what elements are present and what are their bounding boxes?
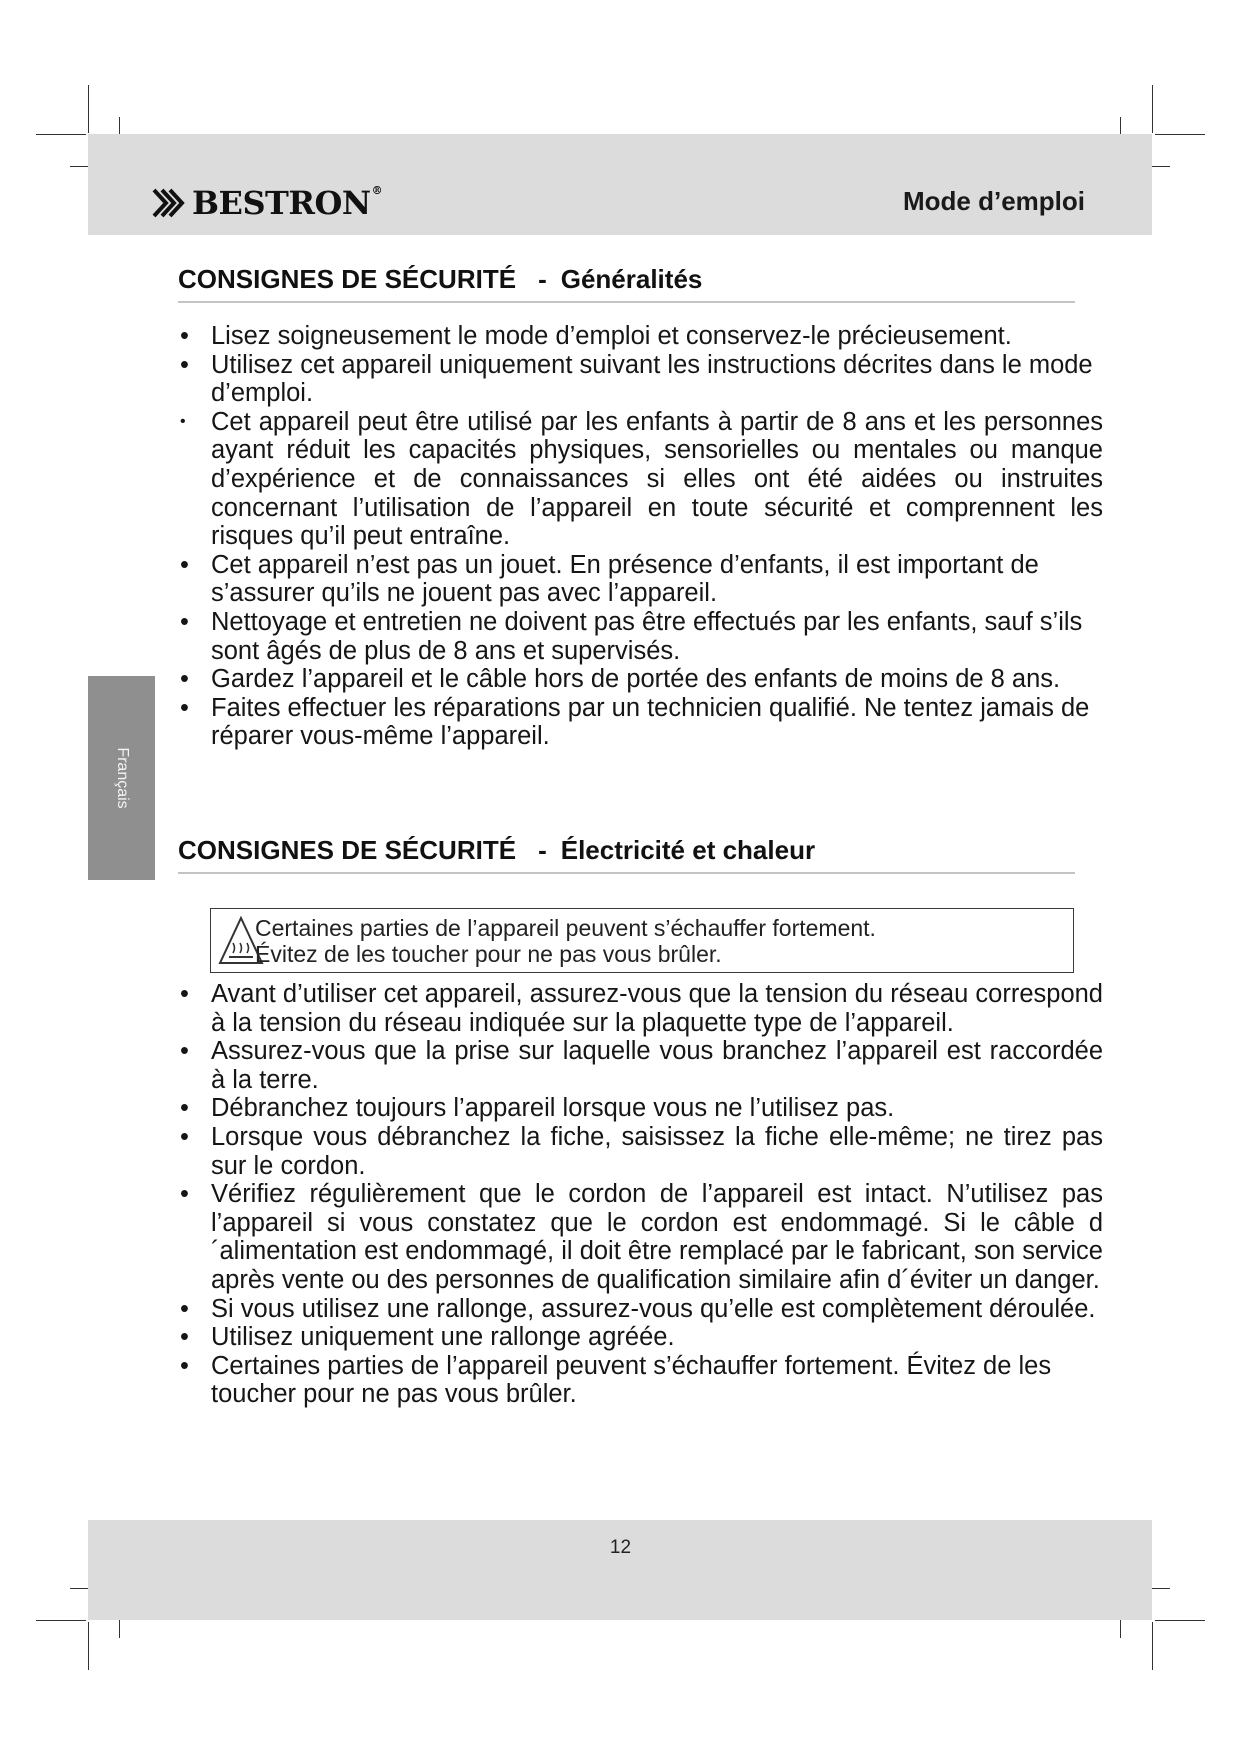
crop-mark bbox=[88, 1622, 89, 1670]
footer-band bbox=[88, 1520, 1152, 1620]
section-heading-electricity: CONSIGNES DE SÉCURITÉ - Électricité et chaleur bbox=[178, 835, 1075, 874]
crop-mark bbox=[1152, 1622, 1153, 1670]
section-title: CONSIGNES DE SÉCURITÉ bbox=[178, 835, 517, 865]
list-item: • Avant d’utiliser cet appareil, assurez-vous que la tension du réseau correspond à la tension du réseau indiquée sur la plaquette type de l’appareil. bbox=[180, 980, 1103, 1037]
crop-mark bbox=[1155, 1620, 1205, 1621]
list-item: • Nettoyage et entretien ne doivent pas être effectués par les enfants, sauf s’ils sont âgés de plus de 8 ans et supervisés. bbox=[180, 607, 1083, 665]
brand-logo bbox=[152, 183, 382, 223]
page-title: Mode d’emploi bbox=[903, 186, 1085, 216]
crop-mark bbox=[36, 1620, 86, 1621]
list-item: • Assurez-vous que la prise sur laquelle vous branchez l’appareil est raccordée à la terre. bbox=[180, 1037, 1103, 1094]
list-item: • Utilisez uniquement une rallonge agréée. bbox=[180, 1323, 675, 1352]
section-title: CONSIGNES DE SÉCURITÉ bbox=[178, 264, 517, 294]
section-subtitle: Généralités bbox=[560, 264, 703, 294]
brand-name: BESTRON® bbox=[192, 184, 383, 222]
list-item: • Cet appareil n’est pas un jouet. En présence d’enfants, il est important de s’assurer qu’ils ne jouent pas avec l’appareil. bbox=[180, 550, 1039, 608]
crop-mark bbox=[88, 85, 89, 133]
crop-mark bbox=[36, 134, 86, 135]
language-tab bbox=[88, 676, 155, 880]
list-item: • Lorsque vous débranchez la fiche, saisissez la fiche elle-même; ne tirez pas sur le cordon. bbox=[180, 1122, 1103, 1180]
electricity-safety-list bbox=[178, 980, 1103, 1409]
language-label: Français bbox=[113, 747, 131, 809]
list-item: • Faites effectuer les réparations par un technicien qualifié. Ne tentez jamais de réparer vous-même l’appareil. bbox=[180, 693, 1090, 751]
list-item: • Gardez l’appareil et le câble hors de portée des enfants de moins de 8 ans. bbox=[180, 665, 1061, 694]
chevrons-icon bbox=[152, 188, 186, 218]
page-number: 12 bbox=[609, 1537, 632, 1558]
list-item: • Cet appareil peut être utilisé par les enfants à partir de 8 ans et les personnes ayant réduit les capacités physiques, sensorielles ou mentales ou manque d’expérience et de connaissances si elles ont été aidées ou instruites concernant l’utilisation de l’appareil en toute sécurité et comprennent les risques qu’il peut entraîne. bbox=[180, 407, 1103, 551]
list-item: • Si vous utilisez une rallonge, assurez-vous qu’elle est complètement déroulée. bbox=[180, 1294, 1096, 1323]
list-item: • Vérifiez régulièrement que le cordon de l’appareil est intact. N’utilisez pas l’appareil si vous constatez que le cordon est endommagé. Si le câble d´alimentation est endommagé, il doit être remplacé par le fabricant, son service après vente ou des personnes de qualification similaire afin d´éviter un danger. bbox=[180, 1180, 1103, 1294]
hot-surface-warning bbox=[210, 908, 1074, 973]
list-item: • Débranchez toujours l’appareil lorsque vous ne l’utilisez pas. bbox=[180, 1094, 895, 1123]
warning-text: Certaines parties de l’appareil peuvent s’échauffer fortement. Évitez de les toucher pour ne pas vous brûler. bbox=[255, 915, 876, 967]
section-heading-general: CONSIGNES DE SÉCURITÉ - Généralités bbox=[178, 264, 1075, 303]
section-subtitle: Électricité et chaleur bbox=[560, 835, 816, 865]
crop-mark bbox=[1155, 134, 1205, 135]
general-safety-list bbox=[178, 322, 1103, 751]
list-item: • Utilisez cet appareil uniquement suivant les instructions décrites dans le mode d’emploi. bbox=[180, 350, 1093, 408]
list-item: • Certaines parties de l’appareil peuvent s’échauffer fortement. Évitez de les toucher pour ne pas vous brûler. bbox=[180, 1351, 1052, 1409]
crop-mark bbox=[1152, 85, 1153, 133]
list-item: • Lisez soigneusement le mode d’emploi et conservez-le précieusement. bbox=[180, 322, 1012, 350]
